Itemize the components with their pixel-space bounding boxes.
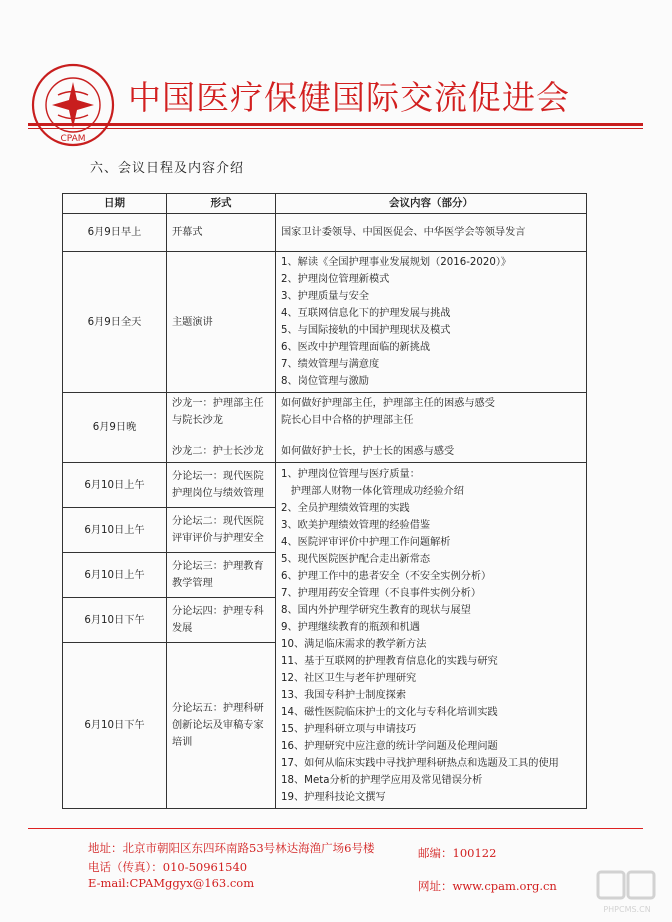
header-date: 日期 <box>63 194 167 214</box>
form-cell: 分论坛五：护理科研创新论坛及审稿专家培训 <box>167 643 276 809</box>
footer-phone: 电话（传真）：010-50961540 <box>88 860 248 874</box>
content-item: 4、互联网信息化下的护理发展与挑战 <box>281 308 451 319</box>
content-item: 9、护理继续教育的瓶颈和机遇 <box>281 622 420 633</box>
date-cell: 6月9日早上 <box>63 214 167 252</box>
content-item: 如何做好护士长，护士长的困惑与感受 <box>281 446 455 457</box>
footer-postcode: 邮编：100122 <box>418 846 497 860</box>
section-title: 六、会议日程及内容介绍 <box>90 161 245 176</box>
content-item: 5、现代医院医护配合走出新常态 <box>281 554 431 565</box>
header-divider <box>28 123 643 126</box>
form-cell: 主题演讲 <box>167 252 276 393</box>
content-cell <box>276 252 587 393</box>
content-item: 3、欧美护理绩效管理的经验借鉴 <box>281 520 431 531</box>
footer-divider <box>28 828 643 829</box>
content-item: 1、解读《全国护理事业发展规划（2016-2020）》 <box>281 257 512 268</box>
table-header-row <box>63 194 587 214</box>
content-item: 6、护理工作中的患者安全（不安全实例分析） <box>281 571 492 582</box>
content-item: 10、满足临床需求的教学新方法 <box>281 639 427 650</box>
content-item: 15、护理科研立项与申请技巧 <box>281 724 417 735</box>
table-row <box>63 214 587 252</box>
content-item: 8、国内外护理学研究生教育的现状与展望 <box>281 605 471 616</box>
content-cell <box>276 393 587 463</box>
content-item: 护理部人财物一体化管理成功经验介绍 <box>281 486 464 497</box>
form-cell: 分论坛四：护理专科发展 <box>167 598 276 643</box>
content-item: 12、社区卫生与老年护理研究 <box>281 673 417 684</box>
content-item: 2、全员护理绩效管理的实践 <box>281 503 410 514</box>
table-row <box>63 252 587 393</box>
date-cell: 6月10日下午 <box>63 598 167 643</box>
date-cell: 6月10日下午 <box>63 643 167 809</box>
content-item: 7、护理用药安全管理（不良事件实例分析） <box>281 588 482 599</box>
content-item: 2、护理岗位管理新模式 <box>281 274 390 285</box>
content-item: 8、岗位管理与激励 <box>281 376 369 387</box>
watermark-text: PHPCMS.CN <box>603 905 651 914</box>
organization-name: 中国医疗保健国际交流促进会 <box>128 78 570 117</box>
form-cell: 开幕式 <box>167 214 276 252</box>
footer-website: 网址：www.cpam.org.cn <box>418 879 557 893</box>
content-item: 4、医院评审评价中护理工作问题解析 <box>281 537 451 548</box>
date-cell: 6月9日全天 <box>63 252 167 393</box>
content-item: 14、磁性医院临床护士的文化与专科化培训实践 <box>281 707 498 718</box>
content-item: 13、我国专科护士制度探索 <box>281 690 407 701</box>
header-content: 会议内容（部分） <box>276 194 587 214</box>
content-item: 7、绩效管理与满意度 <box>281 359 380 370</box>
schedule-table <box>62 193 587 809</box>
date-cell: 6月10日上午 <box>63 508 167 553</box>
content-item: 18、Meta分析的护理学应用及常见错误分析 <box>281 775 483 786</box>
content-cell: 国家卫计委领导、中国医促会、中华医学会等领导发言 <box>276 214 587 252</box>
form-cell: 分论坛二：现代医院评审评价与护理安全 <box>167 508 276 553</box>
footer-address: 地址：北京市朝阳区东四环南路53号林达海渔广场6号楼 <box>88 841 375 855</box>
date-cell: 6月9日晚 <box>63 393 167 463</box>
content-item: 19、护理科技论文撰写 <box>281 792 386 803</box>
footer-email: E-mail:CPAMggyx@163.com <box>88 876 255 890</box>
content-item: 16、护理研究中应注意的统计学问题及伦理问题 <box>281 741 498 752</box>
content-item: 5、与国际接轨的中国护理现状及模式 <box>281 325 451 336</box>
content-item: 3、护理质量与安全 <box>281 291 369 302</box>
form-cell: 分论坛一：现代医院护理岗位与绩效管理 <box>167 463 276 508</box>
table-row <box>63 463 587 508</box>
forum-content-cell <box>276 463 587 809</box>
content-item: 17、如何从临床实践中寻找护理科研热点和选题及工具的使用 <box>281 758 559 769</box>
content-item: 院长心目中合格的护理部主任 <box>281 415 414 426</box>
date-cell: 6月10日上午 <box>63 463 167 508</box>
header-divider-thin <box>28 128 643 129</box>
table-row <box>63 393 587 463</box>
form-cell <box>167 393 276 463</box>
content-item: 11、基于互联网的护理教育信息化的实践与研究 <box>281 656 498 667</box>
logo-abbr: CPAM <box>60 134 86 144</box>
content-item: 6、医改中护理管理面临的新挑战 <box>281 342 431 353</box>
form-cell: 分论坛三：护理教育教学管理 <box>167 553 276 598</box>
salon-two: 沙龙二：护士长沙龙 <box>172 446 264 457</box>
watermark-logo-icon <box>592 868 662 916</box>
salon-one: 沙龙一：护理部主任与院长沙龙 <box>172 398 264 426</box>
content-item: 如何做好护理部主任，护理部主任的困惑与感受 <box>281 398 495 409</box>
date-cell: 6月10日上午 <box>63 553 167 598</box>
content-item: 1、护理岗位管理与医疗质量： <box>281 469 420 480</box>
cpam-logo-icon <box>28 60 118 150</box>
header-form: 形式 <box>167 194 276 214</box>
